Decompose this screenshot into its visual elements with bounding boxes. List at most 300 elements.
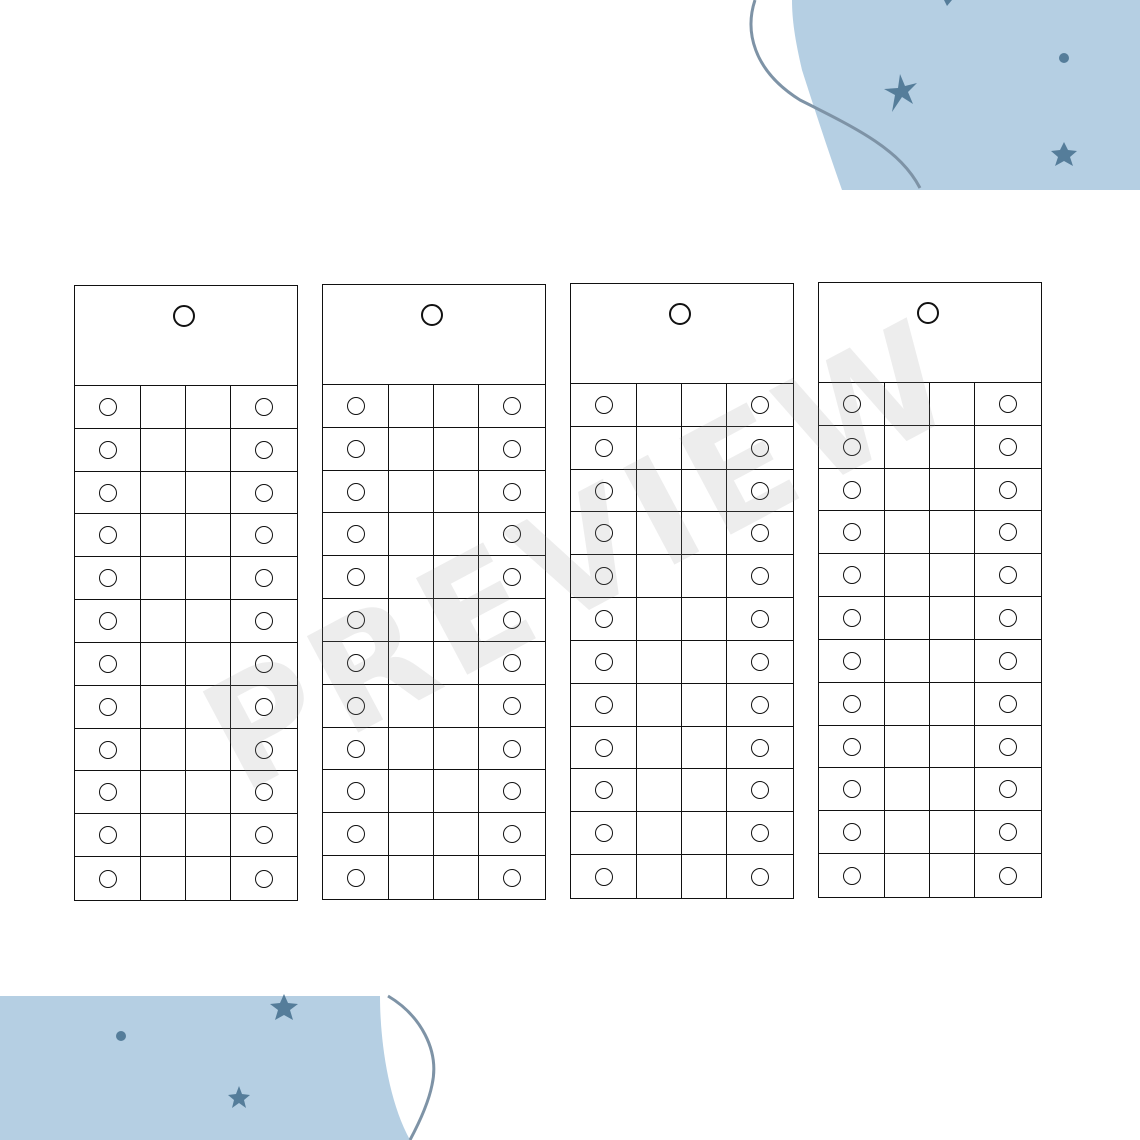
bookmark-tag	[322, 284, 546, 900]
grid-cell	[479, 813, 545, 856]
blob-shape	[792, 0, 1140, 190]
ring-icon	[503, 525, 521, 543]
ring-icon	[347, 782, 365, 800]
grid-cell	[682, 427, 727, 470]
grid-cell	[637, 684, 682, 727]
ring-icon	[255, 441, 273, 459]
grid-cell	[75, 729, 141, 772]
grid-cell	[323, 599, 389, 642]
grid-cell	[186, 686, 231, 729]
hole-icon	[917, 302, 939, 324]
grid-cell	[231, 857, 297, 900]
ring-icon	[751, 396, 769, 414]
grid-cell	[885, 426, 930, 469]
grid-cell	[637, 727, 682, 770]
grid-cell	[930, 768, 975, 811]
grid-cell	[727, 812, 793, 855]
grid-cell	[479, 471, 545, 514]
ring-icon	[347, 568, 365, 586]
ring-icon	[255, 526, 273, 544]
grid-cell	[75, 429, 141, 472]
grid-cell	[727, 684, 793, 727]
grid-cell	[885, 597, 930, 640]
grid-cell	[637, 769, 682, 812]
grid-cell	[479, 513, 545, 556]
ring-icon	[99, 826, 117, 844]
grid-cell	[885, 726, 930, 769]
grid-cell	[75, 557, 141, 600]
grid-cell	[819, 854, 885, 897]
grid-cell	[434, 685, 479, 728]
grid-cell	[727, 427, 793, 470]
tag-grid	[323, 385, 545, 899]
grid-cell	[819, 597, 885, 640]
ring-icon	[255, 569, 273, 587]
grid-cell	[141, 429, 186, 472]
ring-icon	[751, 482, 769, 500]
ring-icon	[751, 610, 769, 628]
grid-cell	[434, 428, 479, 471]
grid-cell	[75, 514, 141, 557]
grid-cell	[231, 729, 297, 772]
ring-icon	[255, 484, 273, 502]
grid-cell	[885, 511, 930, 554]
grid-cell	[231, 386, 297, 429]
ring-icon	[751, 524, 769, 542]
grid-cell	[637, 598, 682, 641]
grid-cell	[885, 768, 930, 811]
grid-cell	[389, 685, 434, 728]
ring-icon	[999, 780, 1017, 798]
bookmark-tag	[74, 285, 298, 901]
grid-cell	[682, 384, 727, 427]
grid-cell	[323, 728, 389, 771]
grid-cell	[389, 599, 434, 642]
grid-cell	[434, 385, 479, 428]
grid-cell	[75, 686, 141, 729]
grid-cell	[682, 812, 727, 855]
ring-icon	[255, 398, 273, 416]
grid-cell	[819, 383, 885, 426]
grid-cell	[75, 600, 141, 643]
grid-cell	[479, 556, 545, 599]
ring-icon	[595, 396, 613, 414]
ring-icon	[503, 782, 521, 800]
ring-icon	[503, 568, 521, 586]
ring-icon	[595, 781, 613, 799]
grid-cell	[141, 557, 186, 600]
grid-cell	[885, 683, 930, 726]
grid-cell	[434, 813, 479, 856]
grid-cell	[571, 384, 637, 427]
hole-icon	[669, 303, 691, 325]
grid-cell	[389, 513, 434, 556]
ring-icon	[999, 695, 1017, 713]
grid-cell	[885, 554, 930, 597]
grid-cell	[231, 514, 297, 557]
grid-cell	[479, 770, 545, 813]
grid-cell	[571, 598, 637, 641]
grid-cell	[682, 855, 727, 898]
ring-icon	[595, 524, 613, 542]
ring-icon	[999, 823, 1017, 841]
grid-cell	[75, 386, 141, 429]
grid-cell	[186, 857, 231, 900]
grid-cell	[637, 512, 682, 555]
ring-icon	[999, 566, 1017, 584]
grid-cell	[323, 642, 389, 685]
grid-cell	[141, 600, 186, 643]
ring-icon	[347, 397, 365, 415]
grid-cell	[727, 727, 793, 770]
ring-icon	[503, 869, 521, 887]
grid-cell	[186, 600, 231, 643]
bookmark-tag	[818, 282, 1042, 898]
grid-cell	[682, 555, 727, 598]
grid-cell	[637, 470, 682, 513]
ring-icon	[999, 652, 1017, 670]
ring-icon	[595, 824, 613, 842]
grid-cell	[186, 514, 231, 557]
grid-cell	[389, 428, 434, 471]
tag-header	[323, 285, 545, 385]
grid-cell	[975, 383, 1041, 426]
grid-cell	[930, 640, 975, 683]
grid-cell	[930, 469, 975, 512]
tag-grid	[571, 384, 793, 898]
grid-cell	[571, 727, 637, 770]
grid-cell	[434, 599, 479, 642]
grid-cell	[975, 811, 1041, 854]
ring-icon	[843, 566, 861, 584]
grid-cell	[75, 771, 141, 814]
ring-icon	[751, 696, 769, 714]
grid-cell	[682, 769, 727, 812]
grid-cell	[975, 854, 1041, 897]
grid-cell	[186, 771, 231, 814]
ring-icon	[503, 611, 521, 629]
ring-icon	[999, 438, 1017, 456]
grid-cell	[479, 685, 545, 728]
grid-cell	[389, 813, 434, 856]
grid-cell	[479, 728, 545, 771]
grid-cell	[975, 597, 1041, 640]
ring-icon	[595, 696, 613, 714]
tag-header	[75, 286, 297, 386]
ring-icon	[595, 610, 613, 628]
ring-icon	[347, 611, 365, 629]
ring-icon	[999, 867, 1017, 885]
ring-icon	[255, 741, 273, 759]
grid-cell	[930, 854, 975, 897]
grid-cell	[682, 727, 727, 770]
grid-cell	[479, 599, 545, 642]
grid-cell	[571, 769, 637, 812]
grid-cell	[975, 640, 1041, 683]
grid-cell	[930, 554, 975, 597]
ring-icon	[751, 653, 769, 671]
grid-cell	[571, 812, 637, 855]
ring-icon	[999, 523, 1017, 541]
ring-icon	[751, 739, 769, 757]
ring-icon	[595, 567, 613, 585]
grid-cell	[323, 385, 389, 428]
ring-icon	[255, 870, 273, 888]
grid-cell	[231, 814, 297, 857]
ring-icon	[843, 481, 861, 499]
ring-icon	[255, 698, 273, 716]
grid-cell	[389, 770, 434, 813]
tag-grid	[819, 383, 1041, 897]
ring-icon	[843, 652, 861, 670]
grid-cell	[434, 770, 479, 813]
dot-icon	[116, 1031, 126, 1041]
grid-cell	[389, 728, 434, 771]
grid-cell	[885, 640, 930, 683]
grid-cell	[727, 598, 793, 641]
grid-cell	[930, 426, 975, 469]
ring-icon	[751, 567, 769, 585]
grid-cell	[819, 683, 885, 726]
grid-cell	[930, 726, 975, 769]
grid-cell	[727, 855, 793, 898]
ring-icon	[999, 481, 1017, 499]
grid-cell	[885, 854, 930, 897]
grid-cell	[727, 769, 793, 812]
grid-cell	[323, 770, 389, 813]
ring-icon	[347, 483, 365, 501]
hole-icon	[421, 304, 443, 326]
grid-cell	[231, 643, 297, 686]
ring-icon	[347, 825, 365, 843]
grid-cell	[885, 383, 930, 426]
ring-icon	[503, 440, 521, 458]
grid-cell	[479, 428, 545, 471]
bookmark-tag	[570, 283, 794, 899]
grid-cell	[231, 557, 297, 600]
grid-cell	[479, 385, 545, 428]
grid-cell	[186, 429, 231, 472]
ring-icon	[99, 741, 117, 759]
grid-cell	[819, 768, 885, 811]
hole-icon	[173, 305, 195, 327]
grid-cell	[434, 556, 479, 599]
grid-cell	[323, 556, 389, 599]
ring-icon	[347, 869, 365, 887]
grid-cell	[727, 384, 793, 427]
grid-cell	[637, 384, 682, 427]
grid-cell	[231, 472, 297, 515]
ring-icon	[347, 697, 365, 715]
ring-icon	[347, 740, 365, 758]
grid-cell	[637, 812, 682, 855]
grid-cell	[141, 814, 186, 857]
grid-cell	[819, 811, 885, 854]
ring-icon	[843, 695, 861, 713]
ring-icon	[843, 867, 861, 885]
ring-icon	[99, 870, 117, 888]
ring-icon	[255, 655, 273, 673]
ring-icon	[595, 653, 613, 671]
grid-cell	[885, 811, 930, 854]
grid-cell	[571, 684, 637, 727]
grid-cell	[975, 683, 1041, 726]
ring-icon	[99, 484, 117, 502]
grid-cell	[323, 428, 389, 471]
grid-cell	[819, 726, 885, 769]
ring-icon	[595, 482, 613, 500]
grid-cell	[231, 600, 297, 643]
ring-icon	[999, 609, 1017, 627]
grid-cell	[930, 683, 975, 726]
grid-cell	[434, 642, 479, 685]
grid-cell	[186, 643, 231, 686]
grid-cell	[885, 469, 930, 512]
dot-icon	[1059, 53, 1069, 63]
grid-cell	[186, 729, 231, 772]
grid-cell	[727, 512, 793, 555]
grid-cell	[819, 554, 885, 597]
ring-icon	[99, 612, 117, 630]
grid-cell	[186, 814, 231, 857]
ring-icon	[751, 868, 769, 886]
ring-icon	[99, 441, 117, 459]
grid-cell	[323, 685, 389, 728]
grid-cell	[975, 426, 1041, 469]
ring-icon	[843, 395, 861, 413]
grid-cell	[571, 555, 637, 598]
grid-cell	[389, 856, 434, 899]
grid-cell	[186, 557, 231, 600]
grid-cell	[637, 427, 682, 470]
grid-cell	[323, 813, 389, 856]
ring-icon	[843, 738, 861, 756]
grid-cell	[571, 512, 637, 555]
ring-icon	[503, 483, 521, 501]
grid-cell	[682, 512, 727, 555]
grid-cell	[571, 470, 637, 513]
ring-icon	[843, 609, 861, 627]
ring-icon	[503, 654, 521, 672]
grid-cell	[141, 771, 186, 814]
ring-icon	[99, 698, 117, 716]
grid-cell	[434, 856, 479, 899]
grid-cell	[75, 857, 141, 900]
grid-cell	[389, 385, 434, 428]
grid-cell	[930, 597, 975, 640]
ring-icon	[751, 824, 769, 842]
ring-icon	[99, 569, 117, 587]
ring-icon	[347, 525, 365, 543]
ring-icon	[843, 438, 861, 456]
ring-icon	[99, 526, 117, 544]
grid-cell	[571, 855, 637, 898]
grid-cell	[930, 511, 975, 554]
ring-icon	[751, 439, 769, 457]
grid-cell	[819, 469, 885, 512]
ring-icon	[255, 826, 273, 844]
ring-icon	[99, 783, 117, 801]
ring-icon	[99, 398, 117, 416]
ring-icon	[503, 740, 521, 758]
ring-icon	[255, 612, 273, 630]
grid-cell	[571, 427, 637, 470]
grid-cell	[975, 554, 1041, 597]
ring-icon	[503, 397, 521, 415]
grid-cell	[434, 513, 479, 556]
grid-cell	[727, 555, 793, 598]
grid-cell	[819, 426, 885, 469]
blob-shape	[0, 996, 410, 1140]
top-right-decoration	[740, 0, 1140, 200]
grid-cell	[75, 643, 141, 686]
ring-icon	[503, 825, 521, 843]
tag-grid	[75, 386, 297, 900]
grid-cell	[637, 641, 682, 684]
grid-cell	[571, 641, 637, 684]
ring-icon	[503, 697, 521, 715]
grid-cell	[682, 641, 727, 684]
ring-icon	[999, 738, 1017, 756]
grid-cell	[75, 814, 141, 857]
grid-cell	[819, 511, 885, 554]
grid-cell	[231, 771, 297, 814]
ring-icon	[843, 780, 861, 798]
grid-cell	[975, 768, 1041, 811]
grid-cell	[930, 811, 975, 854]
grid-cell	[434, 728, 479, 771]
grid-cell	[479, 856, 545, 899]
ring-icon	[595, 739, 613, 757]
grid-cell	[323, 471, 389, 514]
ring-icon	[99, 655, 117, 673]
grid-cell	[75, 472, 141, 515]
grid-cell	[186, 472, 231, 515]
grid-cell	[231, 429, 297, 472]
tag-header	[571, 284, 793, 384]
grid-cell	[141, 514, 186, 557]
grid-cell	[975, 726, 1041, 769]
grid-cell	[434, 471, 479, 514]
ring-icon	[751, 781, 769, 799]
ring-icon	[999, 395, 1017, 413]
grid-cell	[727, 470, 793, 513]
grid-cell	[389, 471, 434, 514]
tag-header	[819, 283, 1041, 383]
grid-cell	[682, 470, 727, 513]
grid-cell	[323, 513, 389, 556]
grid-cell	[682, 684, 727, 727]
grid-cell	[819, 640, 885, 683]
grid-cell	[141, 857, 186, 900]
grid-cell	[975, 511, 1041, 554]
ring-icon	[347, 654, 365, 672]
grid-cell	[231, 686, 297, 729]
grid-cell	[479, 642, 545, 685]
grid-cell	[637, 855, 682, 898]
grid-cell	[323, 856, 389, 899]
grid-cell	[637, 555, 682, 598]
grid-cell	[727, 641, 793, 684]
grid-cell	[975, 469, 1041, 512]
grid-cell	[930, 383, 975, 426]
grid-cell	[141, 386, 186, 429]
grid-cell	[186, 386, 231, 429]
grid-cell	[141, 472, 186, 515]
bottom-left-decoration	[0, 990, 450, 1140]
ring-icon	[843, 823, 861, 841]
ring-icon	[843, 523, 861, 541]
